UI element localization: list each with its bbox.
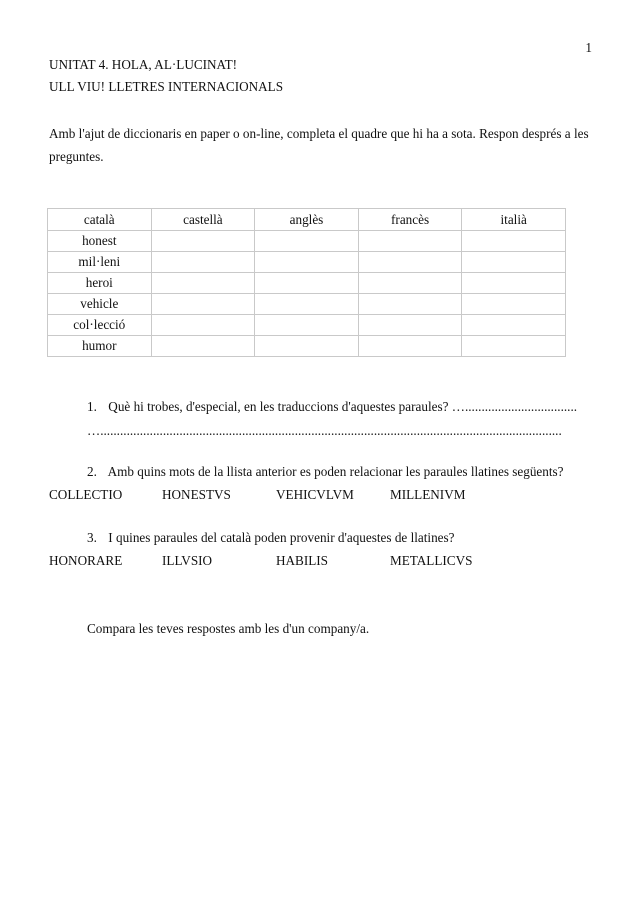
table-row <box>48 336 566 357</box>
header-italia: italià <box>462 209 566 231</box>
answer-dotted-line[interactable]: …............................................................................................................................................ <box>87 423 562 438</box>
word-cell: mil·leni <box>48 252 152 273</box>
word-cell: humor <box>48 336 152 357</box>
table-row <box>48 273 566 294</box>
answer-cell[interactable] <box>358 315 462 336</box>
answer-cell[interactable] <box>255 336 359 357</box>
instructions-paragraph: Amb l'ajut de diccionaris en paper o on-line, completa el quadre que hi ha a sota. Respon després a les preguntes. <box>49 126 589 164</box>
question-text: I quines paraules del català poden provenir d'aquestes de llatines? <box>108 530 455 545</box>
answer-cell[interactable] <box>462 336 566 357</box>
unit-title: UNITAT 4. HOLA, AL·LUCINAT! <box>49 57 238 72</box>
answer-cell[interactable] <box>255 315 359 336</box>
latin-word: HONORARE <box>49 553 123 568</box>
header-frances: francès <box>358 209 462 231</box>
answer-cell[interactable] <box>358 294 462 315</box>
latin-word: MILLENIVM <box>390 487 466 502</box>
question-number: 2. <box>87 464 97 479</box>
table-row <box>48 231 566 252</box>
question-text: Amb quins mots de la llista anterior es poden relacionar les paraules llatines següents? <box>107 464 564 479</box>
header-castella: castellà <box>151 209 255 231</box>
latin-word: VEHICVLVM <box>276 487 354 502</box>
answer-cell[interactable] <box>462 231 566 252</box>
header-catala: català <box>48 209 152 231</box>
answer-cell[interactable] <box>151 231 255 252</box>
latin-word: HONESTVS <box>162 487 231 502</box>
question-3 <box>87 530 455 546</box>
page-number: 1 <box>585 40 592 55</box>
table-row <box>48 315 566 336</box>
answer-cell[interactable] <box>358 273 462 294</box>
word-cell: honest <box>48 231 152 252</box>
answer-cell[interactable] <box>358 252 462 273</box>
word-cell: vehicle <box>48 294 152 315</box>
table-row <box>48 294 566 315</box>
word-cell: col·lecció <box>48 315 152 336</box>
question-text: Què hi trobes, d'especial, en les traduccions d'aquestes paraules? ….................................. <box>108 399 578 414</box>
answer-cell[interactable] <box>358 336 462 357</box>
answer-cell[interactable] <box>358 231 462 252</box>
answer-cell[interactable] <box>255 231 359 252</box>
answer-cell[interactable] <box>462 252 566 273</box>
closing-instruction: Compara les teves respostes amb les d'un company/a. <box>87 621 370 636</box>
answer-cell[interactable] <box>462 315 566 336</box>
question-1 <box>87 399 577 415</box>
answer-cell[interactable] <box>151 336 255 357</box>
word-cell: heroi <box>48 273 152 294</box>
answer-cell[interactable] <box>151 252 255 273</box>
answer-cell[interactable] <box>151 294 255 315</box>
answer-cell[interactable] <box>151 273 255 294</box>
latin-word: HABILIS <box>276 553 329 568</box>
answer-cell[interactable] <box>255 294 359 315</box>
section-title: ULL VIU! LLETRES INTERNACIONALS <box>49 79 284 94</box>
answer-cell[interactable] <box>255 273 359 294</box>
table-header-row <box>48 209 566 231</box>
answer-cell[interactable] <box>255 252 359 273</box>
header-angles: anglès <box>255 209 359 231</box>
question-number: 3. <box>87 530 97 545</box>
vocabulary-table <box>47 208 566 357</box>
latin-word: METALLICVS <box>390 553 473 568</box>
latin-word: ILLVSIO <box>162 553 213 568</box>
table-row <box>48 252 566 273</box>
question-2 <box>87 464 564 480</box>
answer-cell[interactable] <box>151 315 255 336</box>
answer-cell[interactable] <box>462 273 566 294</box>
answer-cell[interactable] <box>462 294 566 315</box>
latin-word: COLLECTIO <box>49 487 123 502</box>
question-number: 1. <box>87 399 97 414</box>
